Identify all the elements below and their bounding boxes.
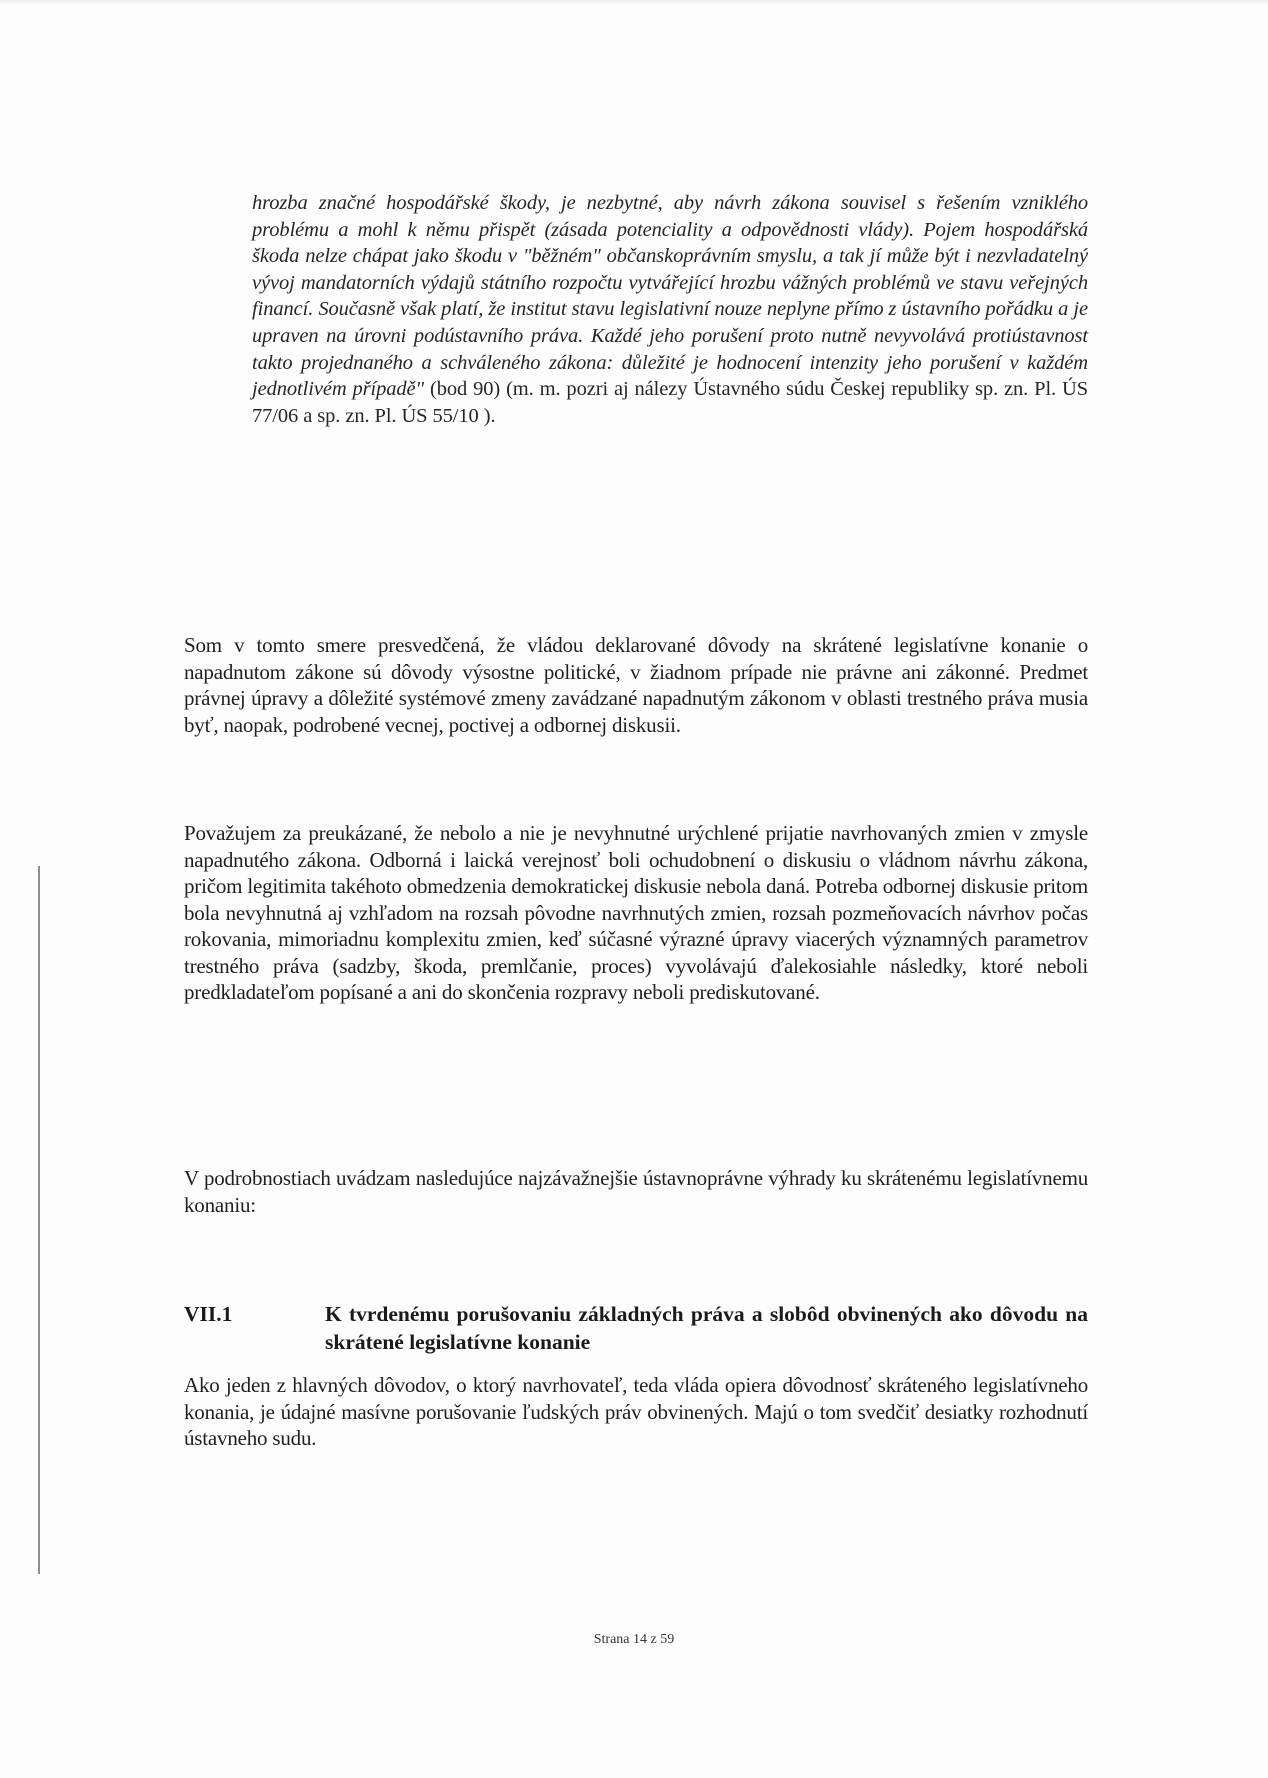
left-margin-line [38, 866, 40, 1574]
quoted-czech-passage [252, 190, 1088, 429]
quote-citation: (bod 90) (m. m. pozri aj nálezy Ústavného súdu Českej republiky sp. zn. Pl. ÚS 77/06 a sp. zn. Pl. ÚS 55/10 ). [252, 378, 1089, 427]
quote-italic-text: hrozba značné hospodářské škody, je nezbytné, aby návrh zákona souvisel s řešením vzniklého problému a mohl k němu přispět (zásada potenciality a odpovědnosti vlády). Pojem hospodářská škoda nelze chápat jako škodu v "běžném" občanskoprávním smyslu, a tak jí může být i nezvladatelný vývoj mandatorních výdajů státního rozpočtu vytvářející hrozbu vážných problémů ve stavu veřejných financí. Současně však platí, že institut stavu legislativní nouze neplyne přímo z ústavního pořádku a je upraven na úrovni podústavního práva. Každé jeho porušení proto nutně nevyvolává protiústavnost takto projednaného a schváleného zákona: důležité je hodnocení intenzity jeho porušení v každém jednotlivém případě" [252, 192, 1088, 401]
page-number-footer: Strana 14 z 59 [593, 1632, 675, 1647]
paragraph-not-necessary: Považujem za preukázané, že nebolo a nie je nevyhnutné urýchlené prijatie navrhovaných zmien v zmysle napadnutého zákona. Odborná i laická verejnosť boli ochudobnení o diskusiu o vládnom návrhu zákona, pričom legitimita takéhoto obmedzenia demokratickej diskusie nebola daná. Potreba odbornej diskusie pritom bola nevyhnutná aj vzhľadom na rozsah pôvodne navrhnutých zmien, rozsah pozmeňovacích návrhov počas rokovania, mimoriadnu komplexitu zmien, keď súčasné výrazné úpravy viacerých významných parametrov trestného práva (sadzby, škoda, premlčanie, proces) vyvolávajú ďalekosiahle následky, ktoré neboli predkladateľom popísané a ani do skončenia rozpravy neboli prediskutované. [184, 821, 1088, 1004]
paragraph-objections-intro: V podrobnostiach uvádzam nasledujúce najzávažnejšie ústavnoprávne výhrady ku skrátenému legislatívnemu konaniu: [184, 1166, 1088, 1217]
section-number: VII.1 [184, 1302, 233, 1326]
page-top-edge [0, 0, 1268, 6]
paragraph-political-reasons: Som v tomto smere presvedčená, že vládou deklarované dôvody na skrátené legislatívne konanie o napadnutom zákone sú dôvody výsostne politické, v žiadnom prípade nie právne ani zákonné. Predmet právnej úpravy a dôležité systémové zmeny zavádzané napadnutým zákonom v oblasti trestného práva musia byť, naopak, podrobené vecnej, poctivej a odbornej diskusii. [184, 633, 1088, 737]
section-title: K tvrdenému porušovaniu základných práva a slobôd obvinených ako dôvodu na skrátené legislatívne konanie [325, 1302, 1088, 1354]
paragraph-section-body: Ako jeden z hlavných dôvodov, o ktorý navrhovateľ, teda vláda opiera dôvodnosť skráteného legislatívneho konania, je údajné masívne porušovanie ľudských práv obvinených. Majú o tom svedčiť desiatky rozhodnutí ústavneho sudu. [184, 1373, 1088, 1450]
